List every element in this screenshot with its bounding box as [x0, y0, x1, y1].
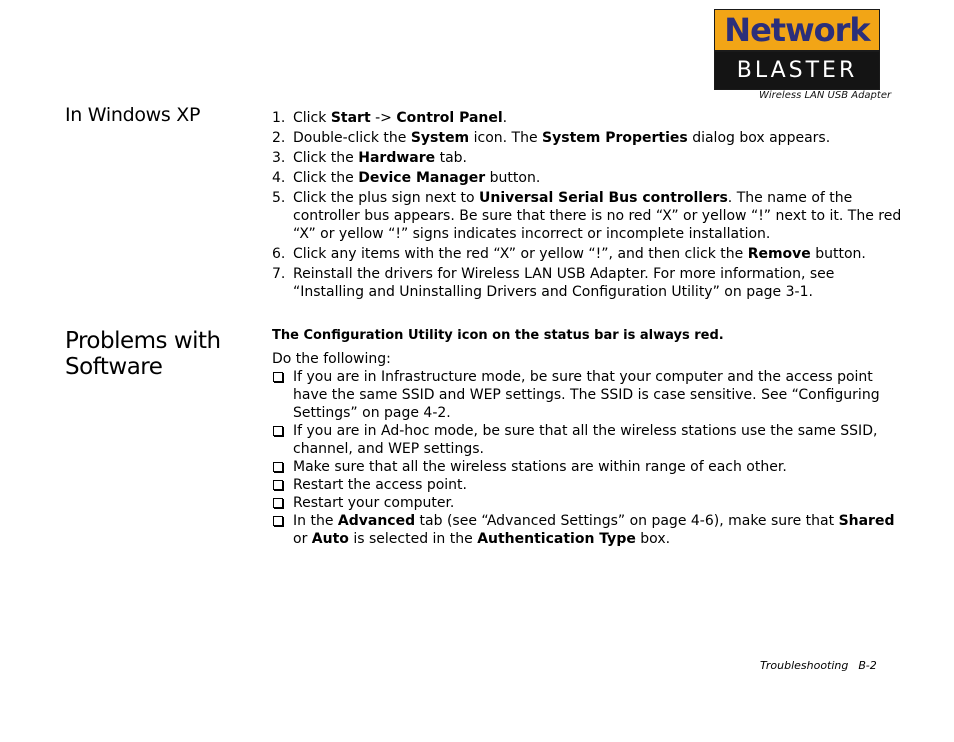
step-number: 2.	[272, 130, 286, 146]
step-number: 5.	[272, 190, 286, 206]
bold-term: Advanced	[337, 513, 416, 529]
step-number: 1.	[272, 110, 286, 126]
text-run: tab.	[435, 150, 467, 166]
bullet-item	[272, 512, 902, 548]
text-run: dialog box appears.	[687, 130, 831, 146]
step-item	[272, 265, 902, 301]
bold-term: Auto	[311, 531, 349, 547]
text-run: tab (see “Advanced Settings” on page 4-6), make sure that	[415, 513, 839, 529]
logo-blaster-text: BLASTER	[736, 57, 858, 83]
checkbox-bullet-icon	[273, 480, 283, 490]
text-run: Click the plus sign next to	[293, 190, 479, 206]
logo-network-text: Network	[724, 10, 870, 49]
issue-statement: The Configuration Utility icon on the status bar is always red.	[272, 328, 724, 343]
section-heading-problems-software	[65, 328, 255, 380]
step-text	[293, 110, 507, 126]
intro-text: Do the following:	[272, 351, 391, 367]
bullet-text	[293, 495, 454, 511]
bullet-item	[272, 476, 902, 494]
checkbox-bullet-icon	[273, 426, 283, 436]
step-item	[272, 245, 902, 263]
page-footer	[760, 659, 877, 672]
section-heading-windows-xp: In Windows XP	[65, 104, 201, 126]
text-run: .	[502, 110, 508, 126]
text-run: Restart the access point.	[293, 477, 467, 493]
step-number: 4.	[272, 170, 286, 186]
text-run: If you are in Infrastructure mode, be sure that your computer and the access point have the same SSID and WEP settings. The SSID is case sensitive. See “Configuring Settings” on page 4-2.	[293, 369, 880, 421]
step-text	[293, 170, 540, 186]
text-run: icon. The	[469, 130, 543, 146]
bold-term: Remove	[747, 246, 811, 262]
footer-section-name: Troubleshooting	[760, 659, 849, 672]
text-run: Reinstall the drivers for Wireless LAN USB Adapter. For more information, see “Installing and Uninstalling Drivers and Configuration Utility” on page 3-1.	[293, 266, 835, 300]
text-run: Click any items with the red “X” or yellow “!”, and then click the	[293, 246, 748, 262]
bullet-item	[272, 494, 902, 512]
text-run: ->	[370, 110, 397, 126]
text-run: Click the	[293, 170, 359, 186]
text-run: box.	[635, 531, 671, 547]
logo-top-panel	[714, 9, 880, 51]
logo-bottom-panel	[714, 51, 880, 90]
bold-term: Start	[330, 110, 371, 126]
checkbox-bullet-icon	[273, 462, 283, 472]
step-text	[293, 266, 834, 300]
step-number: 3.	[272, 150, 286, 166]
bold-term: Universal Serial Bus controllers	[479, 190, 728, 206]
footer-page-number: B-2	[858, 659, 877, 672]
bold-term: Authentication Type	[477, 531, 636, 547]
checkbox-bullet-icon	[273, 498, 283, 508]
bullet-text	[293, 513, 894, 547]
text-run: or	[293, 531, 312, 547]
step-number: 7.	[272, 266, 286, 282]
text-run: button.	[810, 246, 866, 262]
bold-term: System	[410, 130, 470, 146]
bold-term: Control Panel	[396, 110, 503, 126]
bold-term: Shared	[838, 513, 895, 529]
step-text	[293, 150, 467, 166]
step-item	[272, 189, 902, 243]
heading-line-1: Problems with	[65, 328, 221, 354]
step-item	[272, 129, 902, 147]
text-run: Double-click the	[293, 130, 411, 146]
bullet-text	[293, 369, 880, 421]
bullet-item	[272, 458, 902, 476]
bullet-text	[293, 477, 467, 493]
text-run: Click	[293, 110, 331, 126]
text-run: is selected in the	[348, 531, 478, 547]
bold-term: Hardware	[358, 150, 436, 166]
step-item	[272, 149, 902, 167]
step-text	[293, 190, 901, 242]
text-run: If you are in Ad-hoc mode, be sure that all the wireless stations use the same SSID, channel, and WEP settings.	[293, 423, 878, 457]
step-item	[272, 109, 902, 127]
step-number: 6.	[272, 246, 286, 262]
software-bullet-list	[272, 368, 902, 548]
text-run: button.	[485, 170, 541, 186]
checkbox-bullet-icon	[273, 372, 283, 382]
checkbox-bullet-icon	[273, 516, 283, 526]
text-run: Make sure that all the wireless stations are within range of each other.	[293, 459, 787, 475]
text-run: In the	[293, 513, 338, 529]
step-text	[293, 130, 830, 146]
step-text	[293, 246, 866, 262]
bold-term: Device Manager	[358, 170, 486, 186]
text-run: . The name of the controller bus appears. Be sure that there is no red “X” or yellow “!” next to it. The red “X” or yellow “!” signs indicates incorrect or incomplete installation.	[293, 190, 902, 242]
bullet-text	[293, 423, 877, 457]
windows-xp-steps-list	[272, 109, 902, 303]
heading-line-2: Software	[65, 354, 163, 380]
bullet-item	[272, 422, 902, 458]
text-run: Click the	[293, 150, 359, 166]
bullet-item	[272, 368, 902, 422]
step-item	[272, 169, 902, 187]
bold-term: System Properties	[542, 130, 688, 146]
text-run: Restart your computer.	[293, 495, 455, 511]
bullet-text	[293, 459, 787, 475]
network-blaster-logo	[714, 9, 880, 90]
logo-tagline: Wireless LAN USB Adapter	[759, 90, 892, 101]
